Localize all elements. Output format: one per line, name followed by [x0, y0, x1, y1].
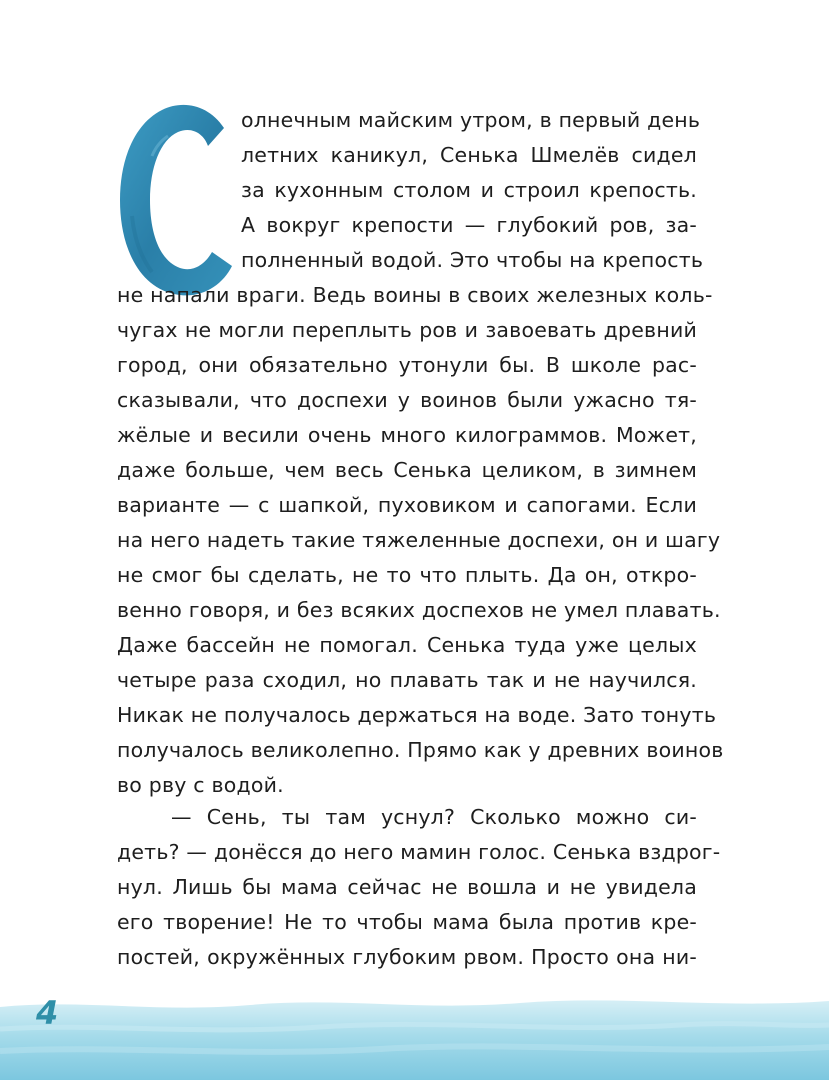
text-line-19: получалось великолепно. Прямо как у древних воинов [117, 738, 724, 762]
text-line-15: венно говоря, и без всяких доспехов не умел плавать. [117, 598, 721, 622]
text-line-1: олнечным майским утром, в первый день [241, 108, 701, 132]
text-line-12: варианте — с шапкой, пуховиком и сапогами. Если [117, 493, 697, 517]
text-line-13: на него надеть такие тяжеленные доспехи, он и шагу [117, 528, 721, 552]
text-line-25: постей, окружённых глубоким рвом. Просто она ни- [117, 945, 697, 969]
dropcap-letter-c-icon [112, 96, 238, 302]
text-line-4: А вокруг крепости — глубокий ров, за- [241, 213, 697, 237]
text-line-16: Даже бассейн не помогал. Сенька туда уже целых [117, 633, 697, 657]
text-line-2: летних каникул, Сенька Шмелёв сидел [241, 143, 697, 167]
text-line-17: четыре раза сходил, но плавать так и не научился. [117, 668, 697, 692]
dropcap-letter [112, 96, 238, 302]
text-line-8: город, они обязательно утонули бы. В школе рас- [117, 353, 697, 377]
text-line-6: не напали враги. Ведь воины в своих железных коль- [117, 283, 713, 307]
text-line-22: деть? — донёсся до него мамин голос. Сенька вздрог- [117, 840, 721, 864]
text-line-10: жёлые и весили очень много килограммов. Может, [117, 423, 697, 447]
text-line-3: за кухонным столом и строил крепость. [241, 178, 697, 202]
footer-water-decoration [0, 985, 829, 1080]
text-line-21: — Сень, ты там уснул? Сколько можно си- [171, 805, 697, 829]
text-line-9: сказывали, что доспехи у воинов были ужасно тя- [117, 388, 697, 412]
text-line-7: чугах не могли переплыть ров и завоевать древний [117, 318, 697, 342]
text-line-11: даже больше, чем весь Сенька целиком, в зимнем [117, 458, 697, 482]
text-line-18: Никак не получалось держаться на воде. Зато тонуть [117, 703, 717, 727]
text-line-23: нул. Лишь бы мама сейчас не вошла и не увидела [117, 875, 697, 899]
text-line-5: полненный водой. Это чтобы на крепость [241, 248, 704, 272]
text-line-24: его творение! Не то чтобы мама была против кре- [117, 910, 697, 934]
text-line-20: во рву с водой. [117, 773, 284, 797]
page-number: 4 [36, 994, 59, 1032]
text-line-14: не смог бы сделать, не то что плыть. Да он, откро- [117, 563, 697, 587]
water-wave-icon [0, 985, 829, 1080]
